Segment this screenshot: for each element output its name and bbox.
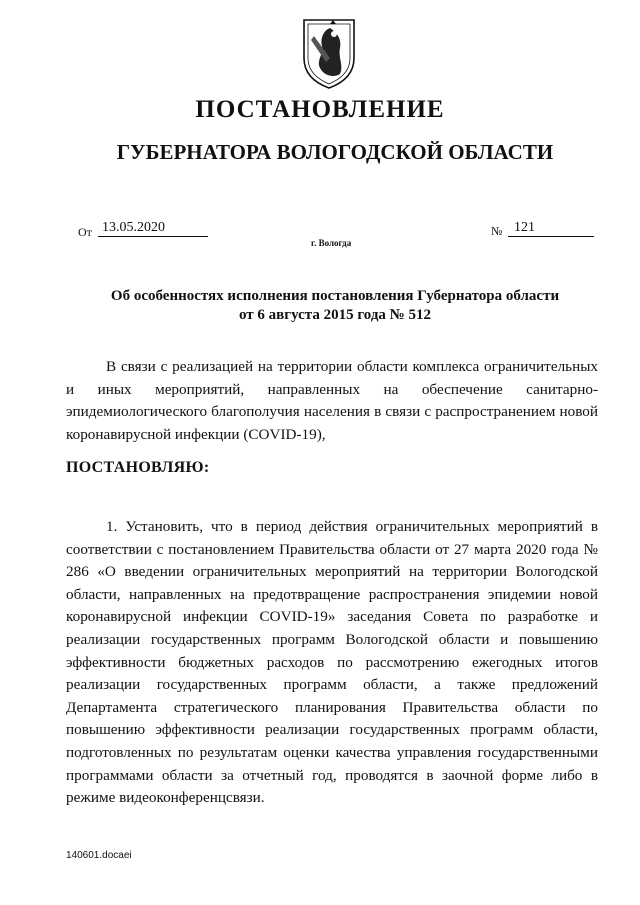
date-field: [98, 220, 208, 237]
clause-1-paragraph: 1. Установить, что в период действия ограничительных мероприятий в соответствии с постановлением Правительства области от 27 марта 2020 года № 286 «О введении ограничительных мероприятий на территории Вологодской области, направленных на предотвращение распространения эпидемии новой коронавирусной инфекции COVID-19» заседания Совета по разработке и реализации государственных программ Вологодской области и повышению эффективности бюджетных расходов по рассмотрению ежегодных итогов реализации государственных программ области, а также предложений Департамента стратегического планирования Правительства области по повышению эффективности реализации государственных программ области, подготовленных по результатам оценки качества управления государственными программами области за отчетный год, проводятся в заочной форме либо в режиме видеоконференцсвязи.: [66, 518, 598, 807]
decree-heading: ПОСТАНОВЛЯЮ:: [66, 459, 210, 476]
number-value: 121: [514, 220, 535, 235]
date-label: От: [78, 225, 92, 239]
subject-line-1: Об особенностях исполнения постановления Губернатора области: [110, 288, 560, 304]
number-label: №: [491, 224, 503, 238]
file-code-footer: 140601.docaei: [66, 850, 132, 861]
coat-of-arms-emblem: [300, 18, 358, 90]
date-number-row: [78, 220, 598, 250]
document-type-title: ПОСТАНОВЛЕНИЕ: [195, 96, 445, 123]
date-value: 13.05.2020: [102, 220, 165, 235]
preamble-paragraph: В связи с реализацией на территории области комплекса ограничительных и иных мероприятий, направленных на обеспечение санитарно-эпидемиологического благополучия населения в связи с распространением новой коронавирусной инфекции (COVID-19),: [66, 358, 598, 443]
number-field: [508, 220, 594, 237]
city-label: г. Вологда: [311, 238, 352, 248]
subject-line-2: от 6 августа 2015 года № 512: [239, 307, 431, 323]
document-subject: [0, 287, 640, 325]
issuing-authority-title: ГУБЕРНАТОРА ВОЛОГОДСКОЙ ОБЛАСТИ: [116, 140, 554, 164]
